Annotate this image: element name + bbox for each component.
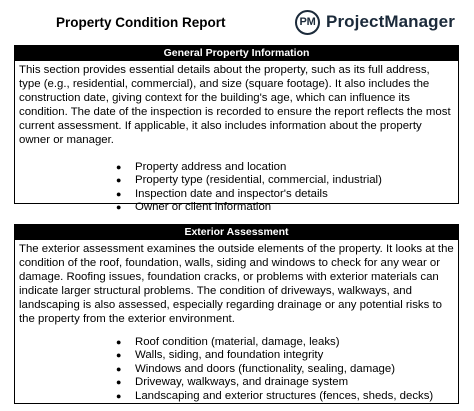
list-item-text: Property address and location — [135, 161, 287, 173]
logo-wordmark: ProjectManager — [326, 12, 455, 31]
list-item-text: Walls, siding, and foundation integrity — [135, 349, 324, 362]
section-body — [15, 61, 458, 215]
section-description: The exterior assessment examines the outside elements of the property. It looks at the condition of the roof, foundation, walls, siding and windows to check for any wear or damage. Roofing issues, foundation cracks, or problems with exterior materials can indicate larger structural problems. The condition of driveways, walkways, and landscaping is also assessed, especially regarding drainage or any potential risks to the property from the exterior environment. — [19, 243, 454, 325]
list-item — [19, 161, 454, 174]
bullet-icon: ● — [116, 337, 122, 347]
section-heading: General Property Information — [15, 46, 458, 61]
list-item — [19, 363, 454, 376]
pm-logo-icon: PM — [295, 10, 320, 35]
bullet-list — [19, 161, 454, 215]
list-item — [19, 174, 454, 187]
bullet-icon: ● — [116, 390, 122, 401]
list-item-text: Windows and doors (functionality, sealing, damage) — [135, 362, 396, 375]
general-property-information-section — [14, 45, 459, 214]
list-item — [19, 376, 454, 389]
list-item-text: Landscaping and exterior structures (fences, sheds, decks) — [135, 389, 434, 402]
report-title: Property Condition Report — [56, 15, 226, 30]
section-description: This section provides essential details about the property, such as its full address, type (e.g., residential, commercial), and size (square footage). It also includes the construction date, giving context for the building's age, which can influence its condition. The date of the inspection is recorded to ensure the report reflects the most current assessment. If applicable, it also includes information about the property owner or manager. — [19, 64, 451, 146]
projectmanager-logo — [295, 7, 455, 37]
bullet-icon: ● — [116, 175, 122, 186]
list-item — [19, 188, 454, 201]
bullet-list — [19, 336, 454, 403]
bullet-icon: ● — [116, 350, 122, 361]
section-heading: Exterior Assessment — [15, 225, 458, 240]
list-item — [19, 349, 454, 362]
list-item — [19, 201, 454, 214]
list-item — [19, 390, 454, 403]
bullet-icon: ● — [116, 188, 122, 199]
list-item-text: Roof condition (material, damage, leaks) — [135, 336, 340, 348]
bullet-icon: ● — [116, 162, 122, 172]
list-item-text: Driveway, walkways, and drainage system — [135, 376, 349, 389]
list-item — [19, 336, 454, 349]
list-item-text: Property type (residential, commercial, industrial) — [135, 174, 382, 187]
list-item-text: Inspection date and inspector's details — [135, 187, 328, 200]
list-item-text: Owner or client information — [135, 201, 272, 214]
exterior-assessment-section — [14, 224, 459, 404]
bullet-icon: ● — [116, 202, 122, 213]
section-body — [15, 240, 458, 403]
bullet-icon: ● — [116, 377, 122, 388]
bullet-icon: ● — [116, 363, 122, 374]
